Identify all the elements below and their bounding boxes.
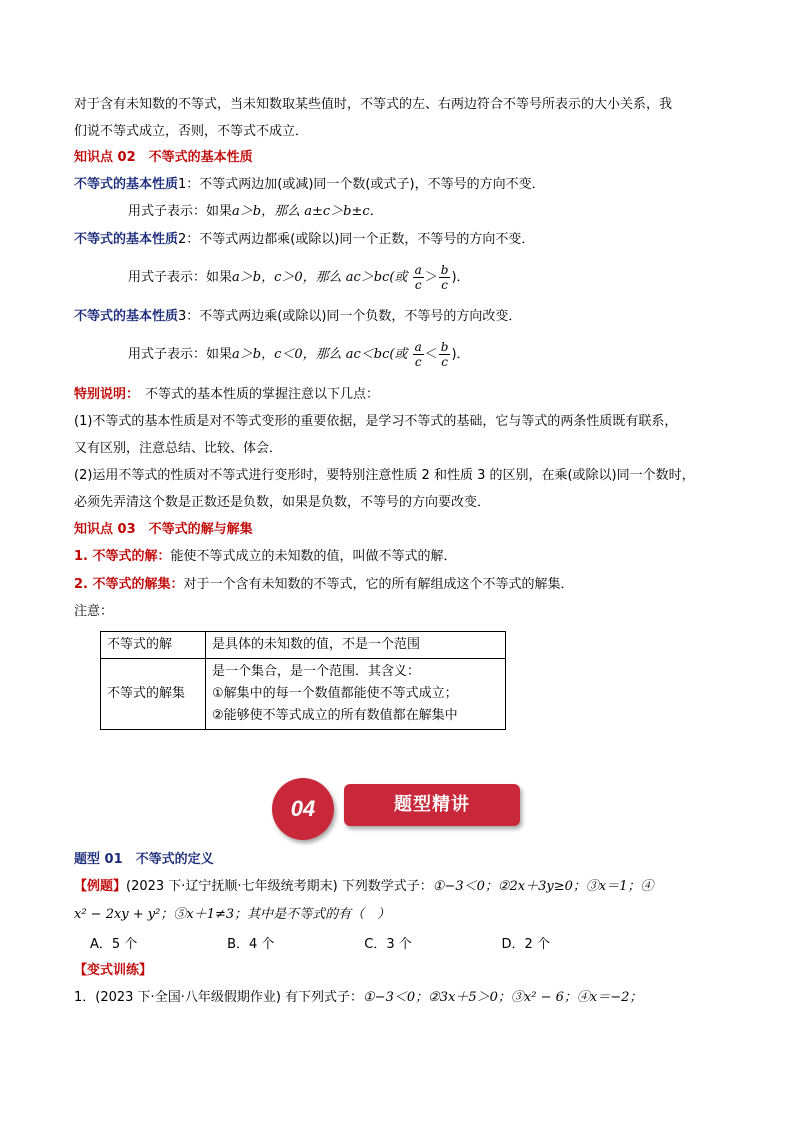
table-cell-line: ②能够使不等式成立的所有数值都在解集中 <box>212 708 458 723</box>
property-1-formula-prefix: 用式子表示：如果 <box>128 204 233 219</box>
property-3-formula-expr: a＞b，c＜0，那么 ac＜bc(或 <box>232 347 408 362</box>
question-1-items: ①−3＜0；②3x＋5＞0；③x² − 6；④x＝−2； <box>363 990 643 1005</box>
option-b[interactable]: B．4 个 <box>227 937 275 952</box>
property-2-label: 不等式的基本性质 <box>74 232 179 247</box>
definition-1-text: 能使不等式成立的未知数的值，叫做不等式的解． <box>170 549 457 564</box>
property-2-formula <box>128 260 470 296</box>
example-items: ①−3＜0；②2x＋3y≥0；③x＝1；④ <box>432 879 654 894</box>
section-number: 04 <box>290 796 316 821</box>
property-1-formula-expr: a＞b，那么 a±c＞b±c． <box>232 204 383 219</box>
definition-2 <box>74 575 574 595</box>
special-note-text: 不等式的基本性质的掌握注意以下几点： <box>145 387 380 402</box>
property-1-text: 1：不等式两边加(或减)同一个数(或式子)，不等号的方向不变． <box>178 177 545 192</box>
property-3-fraction-b: $\frac{b}{c}$ <box>440 340 449 369</box>
special-item-1-line-2: 又有区别，注意总结、比较、体会． <box>74 441 283 456</box>
special-note-label: 特别说明： <box>74 387 140 402</box>
property-3-formula-prefix: 用式子表示：如果 <box>128 347 233 362</box>
question-1-prefix: 1．(2023 下·全国·八年级假期作业) 有下列式子： <box>74 990 364 1005</box>
property-3-text: 3：不等式两边乘(或除以)同一个负数，不等号的方向改变． <box>178 309 522 324</box>
example-line-1 <box>74 877 654 897</box>
table-cell <box>206 659 506 730</box>
solution-comparison-table <box>100 631 506 730</box>
property-2-fraction-b: $\frac{b}{c}$ <box>440 263 449 292</box>
property-3 <box>74 307 521 327</box>
answer-options <box>90 935 550 955</box>
property-3-frac-op: ＜ <box>424 347 438 362</box>
kp3-heading: 知识点 03 不等式的解与解集 <box>74 522 253 537</box>
definition-2-label: 2. 不等式的解集： <box>74 577 184 592</box>
property-2-formula-prefix: 用式子表示：如果 <box>128 270 233 285</box>
property-2-formula-expr: a＞b，c＞0，那么 ac＞bc(或 <box>232 270 408 285</box>
special-item-2-line-1: (2)运用不等式的性质对不等式进行变形时，要特别注意性质 2 和性质 3 的区别，在乘(或除以)同一个数时， <box>74 468 695 483</box>
table-cell-line: ①解集中的每一个数值都能使不等式成立； <box>212 686 458 701</box>
definition-1 <box>74 547 457 567</box>
property-2-text: 2：不等式两边都乘(或除以)同一个正数，不等号的方向不变． <box>178 232 535 247</box>
section-title: 题型精讲 <box>394 794 470 815</box>
table-row <box>101 632 506 659</box>
special-note <box>74 385 379 405</box>
property-1-label: 不等式的基本性质 <box>74 177 179 192</box>
property-2-frac-op: ＞ <box>424 270 438 285</box>
option-a[interactable]: A．5 个 <box>90 937 138 952</box>
example-source: (2023 下·辽宁抚顺·七年级统考期末) 下列数学式子： <box>126 879 433 894</box>
intro-line-1: 对于含有未知数的不等式，当未知数取某些值时，不等式的左、右两边符合不等号所表示的大小关系，我 <box>74 97 673 112</box>
special-item-1-line-1: (1)不等式的基本性质是对不等式变形的重要依据，是学习不等式的基础，它与等式的两条性质既有联系， <box>74 414 678 429</box>
property-3-fraction-a: $\frac{a}{c}$ <box>414 340 422 369</box>
special-item-2-line-2: 必须先弄清这个数是正数还是负数，如果是负数，不等号的方向要改变． <box>74 495 491 510</box>
question-1 <box>74 988 642 1008</box>
variant-tag: 【变式训练】 <box>74 963 153 978</box>
definition-2-text: 对于一个含有未知数的不等式，它的所有解组成这个不等式的解集． <box>183 577 574 592</box>
property-1-formula <box>128 202 383 222</box>
example-line-2: x² − 2xy + y²；⑤x＋1≠3；其中是不等式的有（ ） <box>74 907 391 922</box>
example-tag: 【例题】 <box>74 879 127 894</box>
intro-line-2: 们说不等式成立，否则，不等式不成立． <box>74 124 309 139</box>
property-3-label: 不等式的基本性质 <box>74 309 179 324</box>
property-3-tail: )． <box>451 347 470 362</box>
property-3-formula <box>128 337 470 373</box>
property-2 <box>74 230 534 250</box>
table-cell-line: 是一个集合，是一个范围．其含义： <box>212 664 421 679</box>
type01-heading: 题型 01 不等式的定义 <box>74 852 214 867</box>
property-2-tail: )． <box>451 270 470 285</box>
definition-1-label: 1. 不等式的解： <box>74 549 171 564</box>
property-2-fraction-a: $\frac{a}{c}$ <box>414 263 422 292</box>
table-row <box>101 659 506 730</box>
option-c[interactable]: C．3 个 <box>364 937 412 952</box>
table-cell: 不等式的解 <box>101 632 206 659</box>
kp2-heading: 知识点 02 不等式的基本性质 <box>74 150 253 165</box>
property-1 <box>74 175 545 195</box>
table-cell: 是具体的未知数的值，不是一个范围 <box>206 632 506 659</box>
table-cell: 不等式的解集 <box>101 659 206 730</box>
option-d[interactable]: D．2 个 <box>501 937 550 952</box>
note-label: 注意： <box>74 604 114 619</box>
